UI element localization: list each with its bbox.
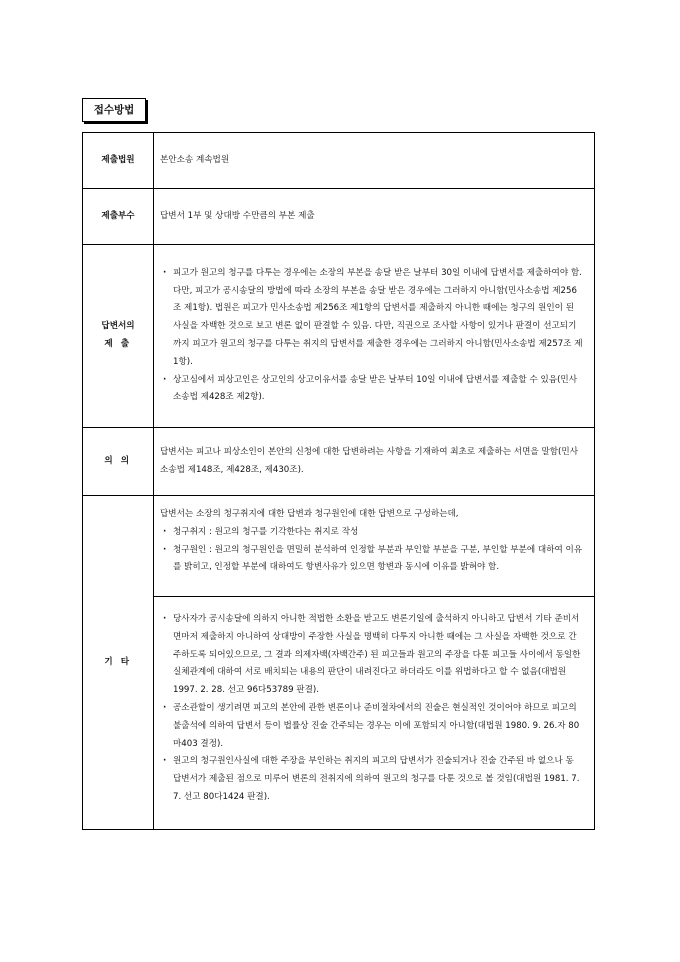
other-item-b: · 원고의 청구원인사실에 대한 주장을 부인하는 취지의 피고의 답변서가 진술되거나 진술 간주된 바 없으나 동 답변서가 제출된 점으로 미루어 변론의 전취지에 의하여 원고의 청구를 다툰 것으로 볼 것임(대법원 1981. 7. 7. 선고 80다1424 판결). — [160, 753, 584, 806]
value-copies: 답변서 1부 및 상대방 수만큼의 부본 제출 — [154, 189, 595, 245]
other-part-a — [154, 496, 594, 596]
label-copies: 제출부수 — [83, 189, 154, 245]
row-meaning — [83, 428, 595, 496]
info-table — [82, 132, 595, 830]
label-deadline-line2: 제 출 — [104, 339, 132, 349]
other-item-a: · 청구원인 : 원고의 청구원인을 면밀히 분석하여 인정할 부분과 부인할 부분을 구분, 부인할 부분에 대하여 이유를 밝히고, 인정할 부분에 대하여도 항변사유가 있으면 항변과 동시에 이유를 밝혀야 함. — [160, 542, 584, 578]
value-court: 본안소송 계속법원 — [154, 133, 595, 189]
other-item-b: · 공소관할이 생기려면 피고의 본안에 관한 변론이나 준비절차에서의 진술은 현실적인 것이어야 하므로 피고의 불출석에 의하여 답변서 등이 법률상 진술 간주되는 경우는 이에 포함되지 아니함(대법원 1980. 9. 26.자 80마403 결정). — [160, 700, 584, 753]
row-court — [83, 133, 595, 189]
row-copies — [83, 189, 595, 245]
label-court: 제출법원 — [83, 133, 154, 189]
section-tag: 접수방법 — [82, 98, 146, 122]
other-part-b — [154, 596, 594, 829]
label-other: 기 타 — [83, 496, 154, 830]
label-deadline — [83, 245, 154, 428]
other-intro: 답변서는 소장의 청구취지에 대한 답변과 청구원인에 대한 답변으로 구성하는데, — [160, 509, 459, 519]
deadline-item: · 상고심에서 피상고인은 상고인의 상고이유서를 송달 받은 날부터 10일 이내에 답변서를 제출할 수 있음(민사소송법 제428조 제2항). — [160, 372, 584, 408]
other-item-b: · 당사자가 공시송달에 의하지 아니한 적법한 소환을 받고도 변론기일에 출석하지 아니하고 답변서 기타 준비서면마저 제출하지 아니하여 상대방이 주장한 사실을 명백히 다투지 아니한 때에는 그 사실을 자백한 것으로 간주하도록 되어있으므로, 그 결과 의제자백(자백간주) 된 피고들과 원고의 주장을 다툰 피고들 사이에서 동일한 실체관계에 대하여 서로 배치되는 내용의 판단이 내려진다고 하더라도 이를 위법하다고 할 수 없음(대법원 1997. 2. 28. 선고 96다53789 판결). — [160, 611, 584, 700]
label-deadline-line1: 답변서의 — [101, 321, 135, 332]
value-meaning: 답변서는 피고나 피상소인이 본안의 신청에 대한 답변하려는 사항을 기재하여 최초로 제출하는 서면을 말함(민사소송법 제148조, 제428조, 제430조). — [154, 428, 595, 496]
value-deadline — [154, 245, 595, 428]
value-other — [154, 496, 595, 830]
deadline-item: · 피고가 원고의 청구를 다투는 경우에는 소장의 부본을 송달 받은 날부터 30일 이내에 답변서를 제출하여야 함. 다만, 피고가 공시송달의 방법에 따라 소장의 부본을 송달 받은 경우에는 그러하지 아니함(민사소송법 제256조 제1항). 법원은 피고가 민사소송법 제256조 제1항의 답변서를 제출하지 아니한 때에는 청구의 원인이 된 사실을 자백한 것으로 보고 변론 없이 판결할 수 있음. 다만, 직권으로 조사할 사항이 있거나 판결이 선고되기까지 피고가 원고의 청구를 다투는 취지의 답변서를 제출한 경우에는 그러하지 아니함(민사소송법 제257조 제1항). — [160, 265, 584, 372]
row-other — [83, 496, 595, 830]
other-item-a: · 청구취지 : 원고의 청구를 기각한다는 취지로 작성 — [160, 524, 584, 542]
row-deadline — [83, 245, 595, 428]
label-meaning: 의 의 — [83, 428, 154, 496]
